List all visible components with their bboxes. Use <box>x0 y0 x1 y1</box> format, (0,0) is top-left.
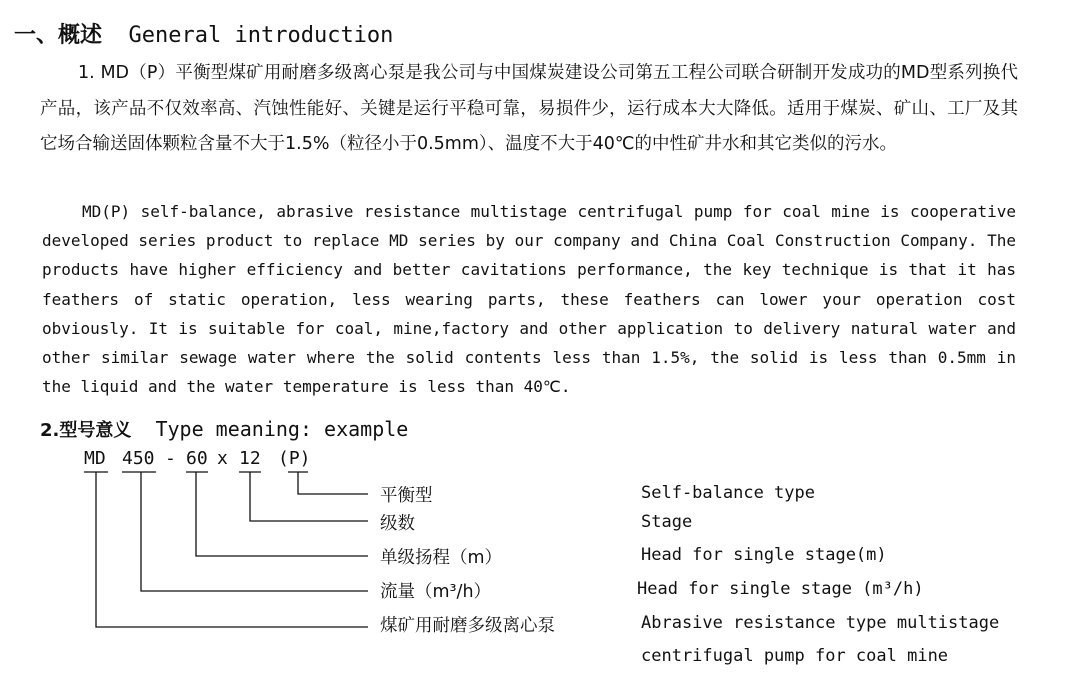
label-cn-flow: 流量（m³/h） <box>380 582 492 602</box>
label-en-flow: Head for single stage (m³/h) <box>637 579 924 599</box>
label-cn-pump: 煤矿用耐磨多级离心泵 <box>380 616 555 636</box>
code-times: x <box>217 448 228 469</box>
section-1-title-en: General introduction <box>128 23 394 48</box>
leader-flow <box>141 472 368 591</box>
section-2-title-cn: 2.型号意义 <box>40 420 132 441</box>
code-stages: 12 <box>239 448 261 469</box>
code-p: (P) <box>278 448 311 469</box>
section-2-title-en: Type meaning: example <box>155 417 409 441</box>
leader-md <box>96 472 368 627</box>
section-1-title-cn: 一、概述 <box>14 23 103 48</box>
leader-p <box>298 472 368 494</box>
label-cn-head: 单级扬程（m） <box>380 548 503 568</box>
label-en-pump-line2: centrifugal pump for coal mine <box>641 646 949 666</box>
label-en-head: Head for single stage(m) <box>641 545 887 565</box>
code-flow: 450 <box>122 448 155 469</box>
intro-paragraph-en: MD(P) self-balance, abrasive resistance multistage centrifugal pump for coal mine is cooperative developed series product to replace MD series by our company and China Coal Construction Company. The products have higher efficiency and better cavitations performance, the key technique is that it has feathers of static operation, less wearing parts, these feathers can lower your operation cost obviously. It is suitable for coal, mine,factory and other application to delivery natural water and other similar sewage water where the solid contents less than 1.5%, the solid is less than 0.5mm in the liquid and the water temperature is less than 40℃. <box>42 202 1016 397</box>
leader-head <box>196 472 368 556</box>
label-en-stage: Stage <box>641 512 693 532</box>
code-md: MD <box>84 448 106 469</box>
intro-paragraph-cn: 1. MD（P）平衡型煤矿用耐磨多级离心泵是我公司与中国煤炭建设公司第五工程公司联合研制开发成功的MD型系列换代产品，该产品不仅效率高、汽蚀性能好、关键是运行平稳可靠，易损件少，运行成本大大降低。适用于煤炭、矿山、工厂及其它场合输送固体颗粒含量不大于1.5%（粒径小于0.5mm）、温度不大于40℃的中性矿井水和其它类似的污水。 <box>40 63 1018 154</box>
leader-stages <box>250 472 368 521</box>
label-en-balance: Self-balance type <box>641 483 815 503</box>
label-cn-stage: 级数 <box>380 514 415 534</box>
code-dash: - <box>165 448 176 469</box>
label-cn-balance: 平衡型 <box>380 486 433 506</box>
code-head: 60 <box>186 448 208 469</box>
label-en-pump-line1: Abrasive resistance type multistage <box>641 613 1000 633</box>
